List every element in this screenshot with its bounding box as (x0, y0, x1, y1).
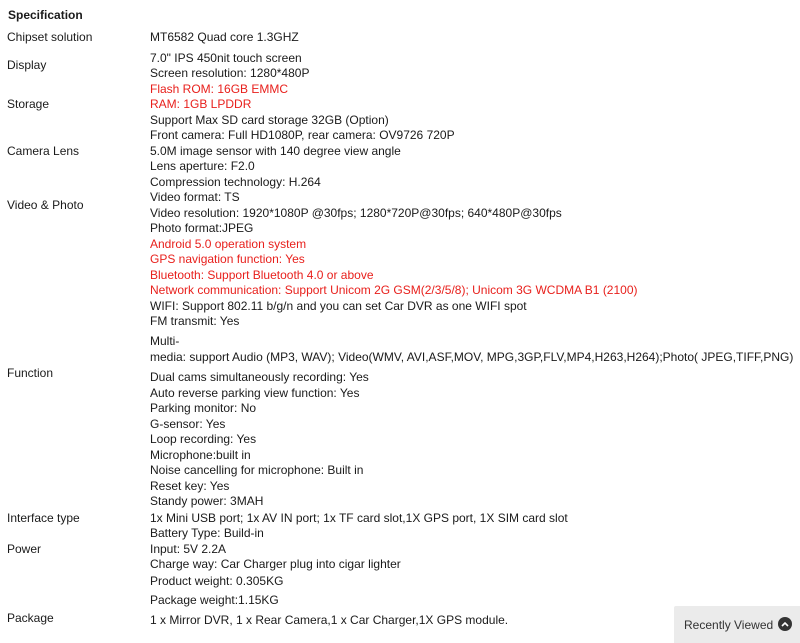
spec-line: Parking monitor: No (150, 401, 257, 415)
spec-line: Support Max SD card storage 32GB (Option) (150, 113, 389, 127)
recently-viewed-label: Recently Viewed (684, 617, 774, 632)
spec-line: Multi- (150, 334, 180, 348)
chevron-up-icon (778, 617, 792, 631)
spec-line: Noise cancelling for microphone: Built in (150, 463, 364, 477)
spec-line: Standy power: 3MAH (150, 494, 264, 508)
spec-line: Microphone:built in (150, 448, 251, 462)
spec-line: RAM: 1GB LPDDR (150, 97, 252, 111)
label-chipset: Chipset solution (7, 30, 93, 44)
label-interface: Interface type (7, 511, 80, 525)
spec-line: Front camera: Full HD1080P, rear camera: OV9726 720P (150, 128, 455, 142)
label-power: Power (7, 542, 42, 556)
spec-line: Package weight:1.15KG (150, 593, 279, 607)
spec-line: Charge way: Car Charger plug into cigar lighter (150, 557, 401, 571)
spec-title: Specification (8, 8, 83, 22)
label-package: Package (7, 611, 54, 625)
spec-line: Flash ROM: 16GB EMMC (150, 82, 289, 96)
spec-line: Reset key: Yes (150, 479, 230, 493)
spec-line: WIFI: Support 802.11 b/g/n and you can set Car DVR as one WIFI spot (150, 299, 527, 313)
spec-line: G-sensor: Yes (150, 417, 226, 431)
label-display: Display (7, 58, 47, 72)
spec-line: Bluetooth: Support Bluetooth 4.0 or above (150, 268, 374, 282)
spec-line: Battery Type: Build-in (150, 526, 264, 540)
label-function: Function (7, 366, 54, 380)
spec-line: Network communication: Support Unicom 2G GSM(2/3/5/8); Unicom 3G WCDMA B1 (2100) (150, 283, 638, 297)
spec-line: 5.0M image sensor with 140 degree view angle (150, 144, 401, 158)
spec-line: Android 5.0 operation system (150, 237, 307, 251)
spec-line: Lens aperture: F2.0 (150, 159, 255, 173)
spec-line: 1 x Mirror DVR, 1 x Rear Camera,1 x Car Charger,1X GPS module. (150, 613, 509, 627)
spec-line: FM transmit: Yes (150, 314, 240, 328)
spec-line: 7.0" IPS 450nit touch screen (150, 51, 302, 65)
spec-line: Video resolution: 1920*1080P @30fps; 1280*720P@30fps; 640*480P@30fps (150, 206, 562, 220)
recently-viewed-button[interactable] (674, 606, 800, 643)
spec-line: media: support Audio (MP3, WAV); Video(WMV, AVI,ASF,MOV, MPG,3GP,FLV,MP4,H263,H264);Photo( JPEG,TIFF,PNG) (150, 350, 794, 364)
spec-line: Product weight: 0.305KG (150, 574, 284, 588)
spec-line: Auto reverse parking view function: Yes (150, 386, 360, 400)
spec-line: Video format: TS (150, 190, 240, 204)
spec-line: Dual cams simultaneously recording: Yes (150, 370, 369, 384)
spec-line: Input: 5V 2.2A (150, 542, 227, 556)
spec-line: Loop recording: Yes (150, 432, 257, 446)
spec-line: Screen resolution: 1280*480P (150, 66, 310, 80)
spec-line: GPS navigation function: Yes (150, 252, 305, 266)
spec-line: Compression technology: H.264 (150, 175, 321, 189)
label-storage: Storage (7, 97, 50, 111)
spec-line: Photo format:JPEG (150, 221, 254, 235)
spec-line: 1x Mini USB port; 1x AV IN port; 1x TF card slot,1X GPS port, 1X SIM card slot (150, 511, 568, 525)
spec-line: MT6582 Quad core 1.3GHZ (150, 30, 299, 44)
label-video: Video & Photo (7, 198, 84, 212)
label-camera: Camera Lens (7, 144, 80, 158)
